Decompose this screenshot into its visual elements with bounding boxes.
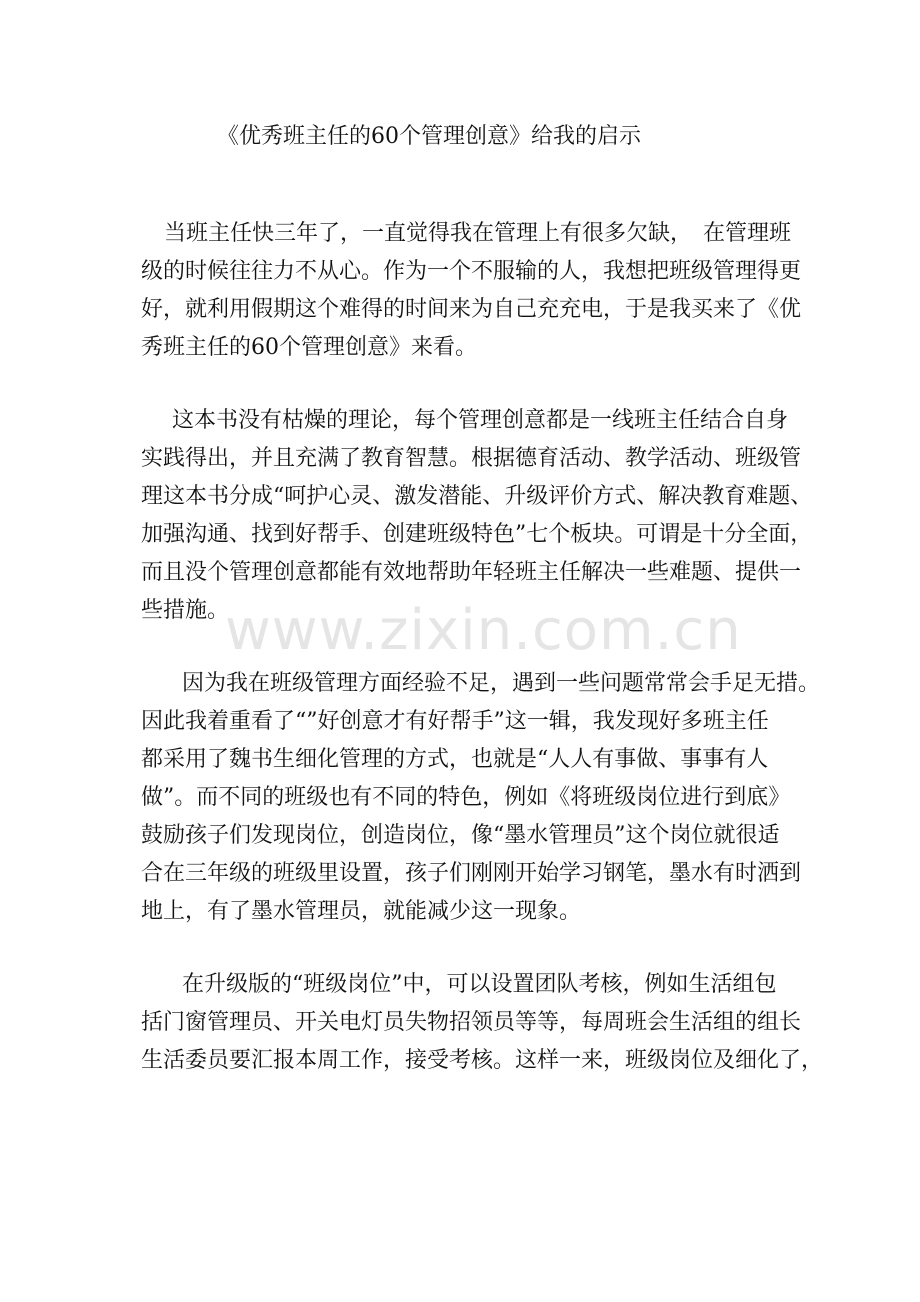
paragraph-line-15: 鼓励孩子们发现岗位，创造岗位，像“墨水管理员”这个岗位就很适 — [141, 823, 780, 848]
paragraph-line-16: 合在三年级的班级里设置，孩子们刚刚开始学习钢笔，墨水有时洒到 — [141, 861, 802, 886]
paragraph-line-7: 理这本书分成“呵护心灵、激发潜能、升级评价方式、解决教育难题、 — [141, 484, 813, 509]
paragraph-line-20: 生活委员要汇报本周工作，接受考核。这样一来，班级岗位及细化了， — [141, 1048, 824, 1073]
paragraph-line-8: 加强沟通、找到好帮手、创建班级特色”七个板块。可谓是十分全面， — [141, 522, 813, 547]
paragraph-line-1: 当班主任快三年了，一直觉得我在管理上有很多欠缺， 在管理班 — [164, 221, 792, 246]
paragraph-line-12: 因此我着重看了“”好创意才有好帮手”这一辑，我发现好多班主任 — [141, 709, 769, 734]
paragraph-line-13: 都采用了魏书生细化管理的方式，也就是“人人有事做、事事有人 — [141, 747, 769, 772]
paragraph-line-2: 级的时候往往力不从心。作为一个不服输的人，我想把班级管理得更 — [141, 259, 802, 284]
paragraph-line-5: 这本书没有枯燥的理论，每个管理创意都是一线班主任结合自身 — [172, 408, 789, 433]
paragraph-line-4: 秀班主任的60个管理创意》来看。 — [141, 335, 477, 360]
paragraph-line-14: 做”。而不同的班级也有不同的特色，例如《将班级岗位进行到底》 — [141, 785, 791, 810]
paragraph-line-6: 实践得出，并且充满了教育智慧。根据德育活动、教学活动、班级管 — [141, 446, 802, 471]
paragraph-line-10: 些措施。 — [141, 598, 230, 623]
watermark-text: www.zixin.com.cn — [225, 598, 742, 663]
paragraph-line-18: 在升级版的“班级岗位”中，可以设置团队考核，例如生活组包 — [182, 972, 777, 997]
paragraph-line-19: 括门窗管理员、开关电灯员失物招领员等等，每周班会生活组的组长 — [141, 1010, 802, 1035]
paragraph-line-3: 好，就利用假期这个难得的时间来为自己充充电，于是我买来了《优 — [141, 297, 802, 322]
document-title: 《优秀班主任的60个管理创意》给我的启示 — [217, 124, 641, 149]
paragraph-line-9: 而且没个管理创意都能有效地帮助年轻班主任解决一些难题、提供一 — [141, 560, 802, 585]
paragraph-line-17: 地上，有了墨水管理员，就能减少这一现象。 — [141, 899, 582, 924]
paragraph-line-11: 因为我在班级管理方面经验不足，遇到一些问题常常会手足无措。 — [182, 671, 821, 696]
